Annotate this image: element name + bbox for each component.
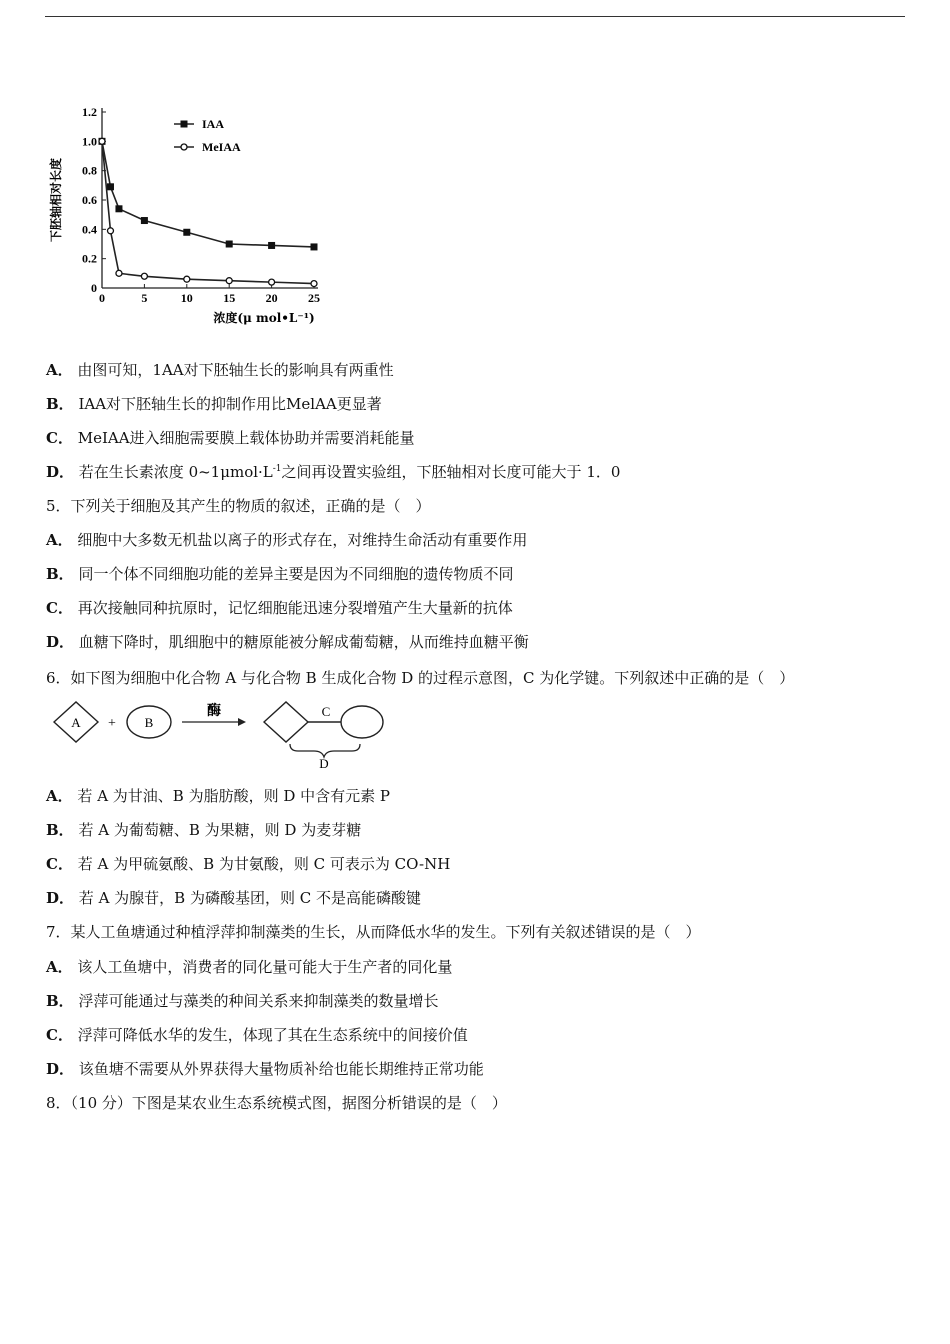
legend-label-meiaa: MeIAA — [202, 140, 241, 154]
q6-option-a: A． 若 A 为甘油、B 为脂肪酸，则 D 中含有元素 P — [46, 787, 391, 805]
data-point-meiaa — [269, 279, 275, 285]
q5-option-d: D． 血糖下降时，肌细胞中的糖原能被分解成葡萄糖，从而维持血糖平衡 — [46, 633, 529, 651]
y-tick-label: 0.2 — [82, 251, 97, 266]
q6-option-d: D． 若 A 为腺苷，B 为磷酸基团，则 C 不是高能磷酸键 — [46, 889, 421, 907]
y-tick-label: 0.4 — [82, 222, 97, 237]
legend-marker-meiaa — [181, 144, 187, 150]
q6-stem: 6．如下图为细胞中化合物 A 与化合物 B 生成化合物 D 的过程示意图，C 为化学键。下列叙述中正确的是（ ） — [46, 669, 795, 687]
legend-marker-iaa — [181, 121, 188, 128]
data-point-meiaa — [311, 281, 317, 287]
data-point-iaa — [226, 241, 233, 248]
compound-a-label: A — [71, 715, 81, 730]
arrowhead — [238, 718, 246, 726]
x-tick-label: 5 — [141, 291, 148, 305]
q5-option-c: C． 再次接触同种抗原时，记忆细胞能迅速分裂增殖产生大量新的抗体 — [46, 599, 513, 617]
data-point-meiaa — [226, 278, 232, 284]
x-tick-label: 10 — [180, 291, 193, 305]
y-tick-label: 1.0 — [82, 134, 97, 149]
data-point-meiaa — [116, 270, 122, 276]
series-line-iaa — [102, 141, 314, 247]
x-tick-label: 25 — [308, 291, 320, 305]
y-axis-label: 下胚轴相对长度 — [49, 157, 63, 243]
x-tick-label: 20 — [265, 291, 278, 305]
data-point-iaa — [268, 242, 275, 249]
y-tick-label: 0.6 — [82, 193, 97, 207]
q5-option-b: B． 同一个体不同细胞功能的差异主要是因为不同细胞的遗传物质不同 — [46, 565, 514, 583]
header-rule — [45, 16, 905, 17]
q4-option-b: B． IAA对下胚轴生长的抑制作用比MelAA更显著 — [46, 395, 382, 413]
data-point-iaa — [115, 205, 122, 212]
q7-option-c: C． 浮萍可降低水华的发生，体现了其在生态系统中的间接价值 — [46, 1026, 468, 1044]
data-point-meiaa — [184, 276, 190, 282]
q4-option-d: D． 若在生长素浓度 $0\sim 1\mu mol\cdot L^{-1}$之间再设置实验组，下胚轴相对长度可能大于 1．0 — [46, 463, 621, 481]
q5-stem: 5．下列关于细胞及其产生的物质的叙述，正确的是（ ） — [46, 497, 431, 515]
legend-label-iaa: IAA — [202, 117, 225, 131]
data-point-meiaa — [107, 228, 113, 234]
y-tick-label: 0.8 — [82, 163, 97, 178]
data-point-iaa — [311, 243, 318, 250]
enzyme-label: 酶 — [207, 703, 221, 719]
y-tick-label: 1.2 — [82, 105, 97, 119]
q5-option-a: A． 细胞中大多数无机盐以离子的形式存在，对维持生命活动有重要作用 — [46, 531, 528, 549]
q4-option-a: A． 由图可知，1AA对下胚轴生长的影响具有两重性 — [46, 361, 394, 379]
x-axis-label: 浓度(μ mol•L⁻¹) — [213, 311, 315, 325]
data-point-iaa — [141, 217, 148, 224]
iaa-meiaa-chart — [44, 100, 334, 335]
x-tick-label: 15 — [223, 291, 236, 305]
q4-option-c: C． MeIAA进入细胞需要膜上载体协助并需要消耗能量 — [46, 429, 415, 447]
q7-option-b: B． 浮萍可能通过与藻类的种间关系来抑制藻类的数量增长 — [46, 992, 439, 1010]
data-point-iaa — [183, 229, 190, 236]
y-tick-label: 0 — [91, 281, 97, 295]
product-circle — [341, 706, 383, 738]
plus-sign: + — [108, 716, 116, 731]
series-line-meiaa — [102, 141, 314, 283]
q6-option-b: B． 若 A 为葡萄糖、B 为果糖，则 D 为麦芽糖 — [46, 821, 362, 839]
q7-option-d: D． 该鱼塘不需要从外界获得大量物质补给也能长期维持正常功能 — [46, 1060, 484, 1078]
data-point-iaa — [107, 183, 114, 190]
product-diamond — [264, 702, 308, 742]
q7-option-a: A． 该人工鱼塘中，消费者的同化量可能大于生产者的同化量 — [46, 958, 453, 976]
q7-stem: 7．某人工鱼塘通过种植浮萍抑制藻类的生长，从而降低水华的发生。下列有关叙述错误的是（ ） — [46, 923, 701, 941]
reaction-diagram — [46, 698, 396, 770]
q6-option-c: C． 若 A 为甲硫氨酸、B 为甘氨酸，则 C 可表示为 CO-NH — [46, 855, 451, 873]
product-d-label: D — [319, 756, 329, 770]
q8-stem: 8．（10 分）下图是某农业生态系统模式图，据图分析错误的是（ ） — [46, 1094, 507, 1112]
data-point-meiaa — [141, 273, 147, 279]
x-tick-label: 0 — [99, 291, 105, 305]
bond-c-label: C — [321, 704, 331, 719]
compound-b-label: B — [144, 715, 154, 730]
data-point-meiaa — [99, 138, 105, 144]
